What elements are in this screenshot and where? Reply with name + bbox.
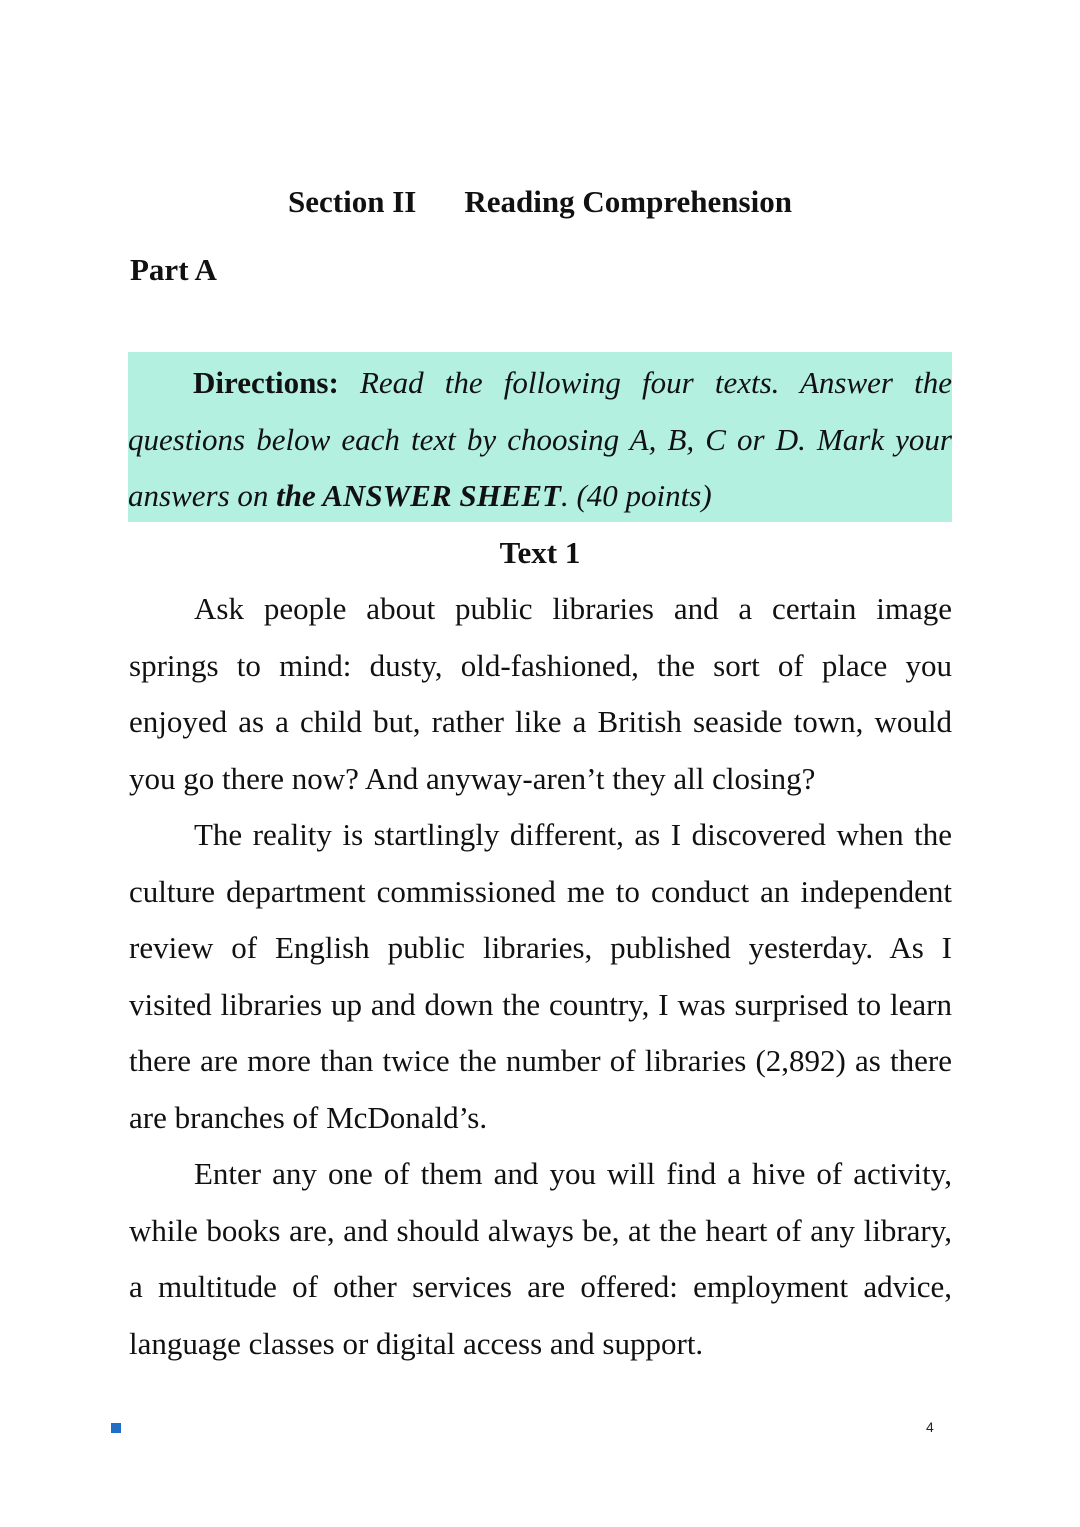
directions-body: Read the following four texts. Answer the questions below each text by choosing A, B, C or D. Mark your answers on bbox=[128, 365, 952, 513]
footer-square-icon bbox=[111, 1423, 121, 1433]
paragraph: The reality is startlingly different, as I discovered when the culture department commissioned me to conduct an independent review of English public libraries, published yesterday. As I visited libraries up and down the country, I was surprised to learn there are more than twice the number of libraries (2,892) as there are branches of McDonald’s. bbox=[129, 817, 952, 1135]
directions-box bbox=[128, 352, 952, 522]
part-title: Part A bbox=[130, 252, 217, 287]
directions-lead: Directions: bbox=[193, 365, 339, 400]
directions-text bbox=[128, 352, 952, 525]
paragraph: Ask people about public libraries and a certain image springs to mind: dusty, old-fashioned, the sort of place you enjoyed as a child but, rather like a British seaside town, would you go there now? And anyway-aren’t they all closing? bbox=[129, 591, 952, 796]
paragraph: Enter any one of them and you will find a hive of activity, while books are, and should always be, at the heart of any library, a multitude of other services are offered: employment advice, language classes or digital access and support. bbox=[129, 1156, 952, 1361]
section-label: Section II bbox=[288, 184, 417, 219]
directions-points: . (40 points) bbox=[560, 478, 712, 513]
page-number: 4 bbox=[926, 1419, 934, 1435]
text-heading: Text 1 bbox=[499, 535, 581, 570]
passage-body bbox=[129, 581, 952, 1372]
section-name: Reading Comprehension bbox=[464, 184, 792, 219]
directions-emphasis: the ANSWER SHEET bbox=[276, 478, 561, 513]
section-title bbox=[0, 182, 1080, 222]
